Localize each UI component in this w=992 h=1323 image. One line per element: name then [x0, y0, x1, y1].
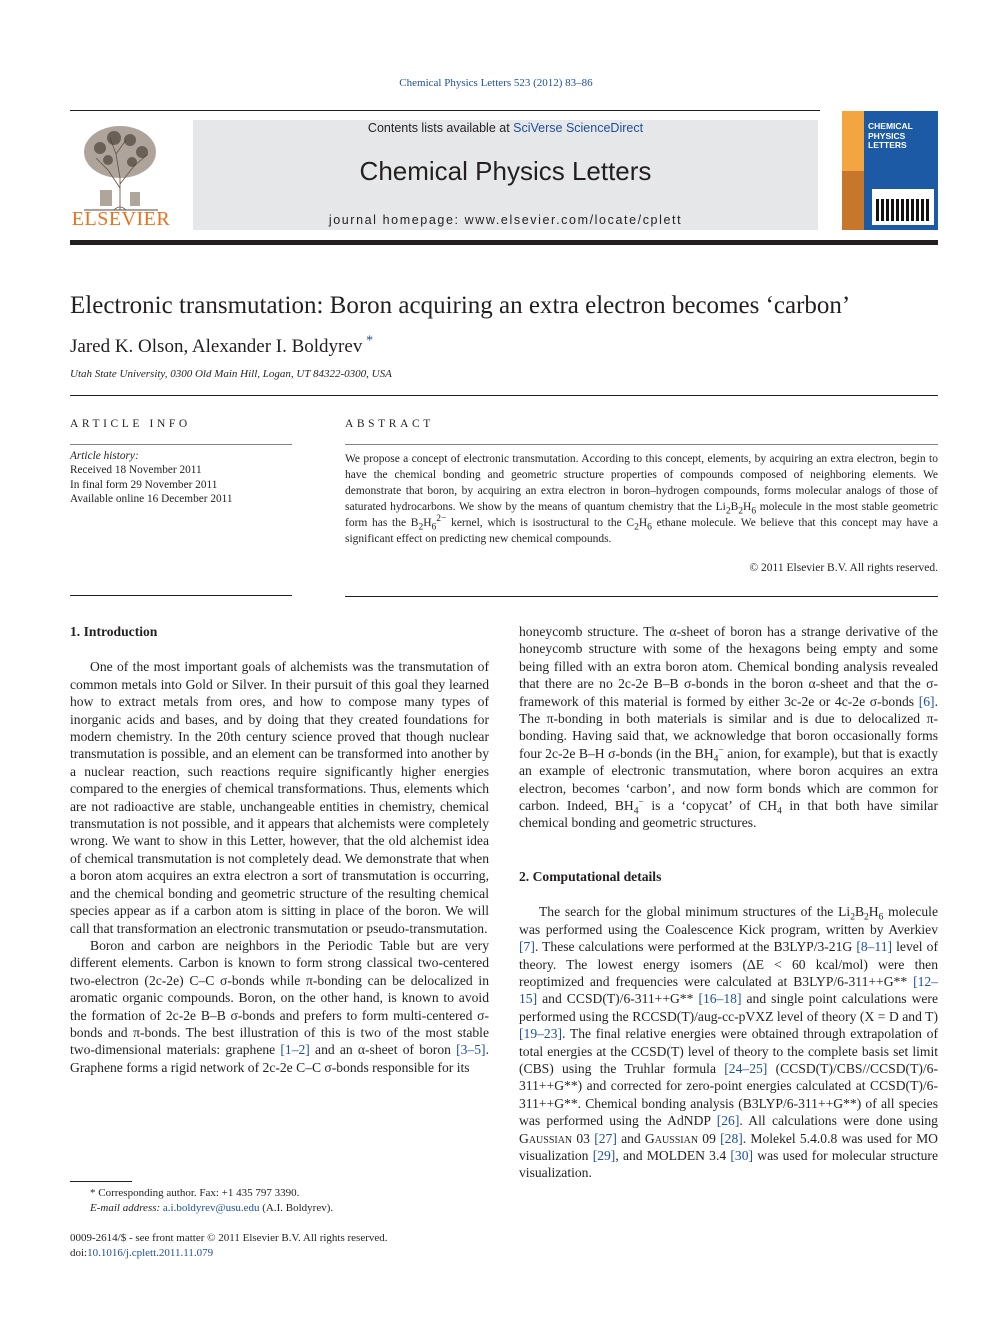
text-run: The search for the global minimum structures of the — [539, 904, 839, 920]
reference-link[interactable]: [27] — [594, 1130, 617, 1146]
cover-title: CHEMICAL PHYSICS LETTERS — [868, 121, 913, 150]
reference-link[interactable]: [8–11] — [856, 939, 893, 955]
section-heading-computational-details: 2. Computational details — [519, 868, 662, 884]
software-name: Gaussian — [644, 1130, 699, 1146]
text-run: and single point calculations were performed using the RCCSD(T)/aug-cc-pVXZ level of theory (X = D and T) — [519, 991, 938, 1024]
cover-strip-lower — [842, 171, 864, 230]
front-matter-footer — [70, 1231, 570, 1260]
article-title: Electronic transmutation: Boron acquiring an extra electron becomes ‘carbon’ — [70, 292, 851, 319]
text-run: in that both have similar chemical bonding and geometric structures. — [519, 798, 938, 831]
text-run: and an α-sheet of boron — [309, 1042, 457, 1058]
text-run: . The π-bonding in both materials is similar and is due to delocalized π-bonding. Having said that, we acknowledge that boron occasionally forms four 2c-2e B–H σ-bonds (in the — [519, 693, 938, 761]
contents-prefix: Contents lists available at — [367, 121, 514, 135]
text-run: was used for molecular structure visualization. — [519, 1147, 938, 1181]
section-heading-introduction: 1. Introduction — [70, 624, 158, 639]
reference-link[interactable]: [24–25] — [724, 1060, 768, 1076]
title-divider — [70, 395, 938, 396]
header-thick-rule — [70, 240, 938, 245]
text-run: 09 — [698, 1130, 721, 1146]
text-run: and — [616, 1130, 645, 1146]
text-run: is a ‘copycat’ of — [643, 798, 759, 814]
left-column — [70, 623, 489, 1076]
author-list — [70, 333, 770, 358]
article-info-heading: ARTICLE INFO — [70, 418, 191, 430]
right-column — [519, 623, 938, 1182]
reference-link[interactable]: [26] — [716, 1113, 740, 1129]
email-label: E-mail address: — [90, 1201, 163, 1214]
spacer — [519, 850, 938, 868]
footnote-rule — [70, 1181, 132, 1182]
abstract-heading: ABSTRACT — [345, 418, 434, 430]
corresponding-author-note — [70, 1186, 489, 1201]
affiliation: Utah State University, 0300 Old Main Hill, Logan, UT 84322-0300, USA — [70, 368, 392, 380]
reference-link[interactable]: [1–2] — [280, 1042, 310, 1058]
spacer — [519, 832, 938, 850]
abstract-part: We propose a concept of electronic transmutation. According to this concept, elements, by acquiring an extra electron, begin to have the chemical bonding and geometric structure properties of compounds composed of neighboring elements. We demonstrate that boron, by acquiring an extra electron in boron–hydrogen compounds, forms molecular analogs of those of saturated hydrocarbons. We show by the means of quantum chemistry that the — [345, 453, 938, 513]
abstract-part: kernel, which is isostructural to the — [446, 517, 627, 529]
text-run: , and MOLDEN 3.4 — [615, 1147, 731, 1163]
abstract-bottom-rule — [345, 596, 938, 597]
text-run: and CCSD(T)/6-311++G** — [537, 991, 699, 1007]
reference-link[interactable]: [6] — [918, 693, 935, 709]
text-run: molecule was performed using the Coalescence Kick program, written by Averkiev — [519, 904, 938, 937]
text-run: . All calculations were done using — [739, 1113, 938, 1129]
footnote-mark: * — [90, 1187, 96, 1199]
text-run: . Molekel 5.4.0.8 was used for MO visualization — [519, 1130, 938, 1163]
journal-homepage — [193, 213, 818, 227]
computational-paragraph: The search for the global minimum structures of the $Li_2B_2H_6$ molecule was performed using the Coalescence Kick program, written by Averkiev [7]. These calculations were performed at the B3LYP/3-21G [8–11] level of theory. The lowest energy isomers (ΔE < 60 kcal/mol) were then reoptimized and frequencies were calculated at B3LYP/6-311++G** [12–15] and CCSD(T)/6-311++G** [16–18] and single point calculations were performed using the RCCSD(T)/aug-cc-pVXZ level of theory (X = D and T) [19–23]. The final relative energies were obtained through extrapolation of total energies at the CCSD(T) level of theory to the complete basis set limit (CBS) using the Truhlar formula [24–25] (CCSD(T)/CBS//CCSD(T)/6-311++G**) and corrected for zero-point energies calculated at CCSD(T)/6-311++G**. Chemical bonding analysis (B3LYP/6-311++G**) of all species was performed using the AdNDP [26]. All calculations were done using Gaussian 03 [27] and Gaussian 09 [28]. Molekel 5.4.0.8 was used for MO visualization [29], and MOLDEN 3.4 [30] was used for molecular structure visualization. — [519, 904, 938, 1181]
sciencedirect-link[interactable]: SciVerse ScienceDirect — [513, 121, 644, 135]
received-date: Received 18 November 2011 — [70, 464, 202, 477]
spacer — [70, 640, 489, 658]
corresponding-author-mark[interactable]: * — [366, 333, 374, 349]
journal-cover-thumbnail[interactable] — [842, 111, 938, 230]
contents-line — [193, 121, 818, 135]
reference-link[interactable]: [29] — [592, 1147, 616, 1163]
footnote — [70, 1186, 489, 1215]
abstract-text: We propose a concept of electronic transmutation. According to this concept, elements, by acquiring an extra electron, begin to have the chemical bonding and geometric structure properties of compounds composed of neighboring elements. We demonstrate that boron, by acquiring an extra electron in boron–hydrogen compounds, forms molecular analogs of those of saturated hydrocarbons. We show by the means of quantum chemistry that the $Li_2B_2H_6$ molecule in the most stable geometric form has the $B_2H_6^{2-}$ kernel, which is isostructural to the $C_2H_6$ ethane molecule. We believe that this concept may have a significant effect on predicting new chemical compounds. — [345, 453, 939, 545]
footnote-text: Corresponding author. Fax: +1 435 797 3390. — [95, 1187, 300, 1199]
text-run: . Graphene forms a rigid network of 2c-2e C–C σ-bonds responsible for its — [70, 1042, 489, 1075]
text-run: 03 — [572, 1130, 595, 1146]
intro-paragraph-1: One of the most important goals of alchemists was the transmutation of common metals into Gold or Silver. In their pursuit of this goal they learned how to extract metals from ores, and how to compose many types of inorganic acids and bases, and by doing that they created foundations for modern chemistry. In the 20th century science proved that though nuclear transmutation is possible, and an element can be transformed into another by a nuclear reaction, such reactions require significantly higher energies compared to the energies of chemical transformations. Thus, elements which are not radioactive are stable, unchangeable entities in chemistry, chemical transmutation is not possible, and it appears that alchemists were completely wrong. We want to show in this Letter, however, that the old alchemist idea of chemical transmutation is not completely dead. We demonstrate that when a boron atom acquires an extra electron a sort of transmutation is occurring, and the chemical bonding and geometric structure of the resulting chemical species appear as if a carbon atom is sitting in place of the boron. We will call that transformation an electronic transmutation or pseudo-transmutation. — [70, 659, 489, 936]
authors: Jared K. Olson, Alexander I. Boldyrev — [70, 336, 363, 357]
abstract-rule — [345, 444, 938, 445]
article-history — [70, 449, 300, 506]
history-label: Article history: — [70, 450, 139, 462]
journal-citation[interactable]: Chemical Physics Letters 523 (2012) 83–86 — [399, 77, 593, 89]
email-note — [70, 1201, 489, 1216]
text-run: . These calculations were performed at the B3LYP/3-21G — [534, 939, 857, 955]
text-run: anion, for example), but that is exactly an example of electronic transmutation, where boron acquires an extra electron, becomes ‘carbon’, and now form bonds which are common for carbon. Indeed, — [519, 745, 938, 814]
email-suffix: (A.I. Boldyrev). — [259, 1201, 334, 1214]
article-info-bottom-rule — [70, 595, 292, 596]
cover-barcode-graphic — [876, 199, 930, 221]
doi-link[interactable]: 10.1016/j.cplett.2011.11.079 — [87, 1246, 214, 1259]
reference-link[interactable]: [7] — [519, 939, 535, 955]
homepage-prefix: journal homepage: — [328, 213, 465, 227]
issn-line: 0009-2614/$ - see front matter © 2011 Elsevier B.V. All rights reserved. — [70, 1232, 388, 1244]
intro-paragraph-3: honeycomb structure. The α-sheet of boron has a strange derivative of the honeycomb structure with some of the hexagons being empty and some being filled with an extra boron atom. Chemical bonding analysis revealed that there are no 2c-2e B–B σ-bonds in the boron α-sheet and that the σ-framework of this material is formed by either 3c-2e or 4c-2e σ-bonds [6]. The π-bonding in both materials is similar and is due to delocalized π-bonding. Having said that, we acknowledge that boron occasionally forms four 2c-2e B–H σ-bonds (in the $BH_4^-$ anion, for example), but that is exactly an example of electronic transmutation, where boron acquires an extra electron, becomes ‘carbon’, and now form bonds which are common for carbon. Indeed, $BH_4^-$ is a ‘copycat’ of $CH_4$ in that both have similar chemical bonding and geometric structures. — [519, 624, 938, 831]
text-run: . The final relative energies were obtained through extrapolation of total energies at the CCSD(T) level of theory to the complete basis set limit (CBS) using the Truhlar formula — [519, 1026, 938, 1076]
homepage-url[interactable]: www.elsevier.com/locate/cplett — [464, 213, 683, 227]
text-run: (CCSD(T)/CBS//CCSD(T)/6-311++G**) and corrected for zero-point energies calculated at CCSD(T)/6-311++G**. Chemical bonding analysis (B3LYP/6-311++G**) of all species was performed using the AdNDP — [519, 1060, 938, 1129]
reference-link[interactable]: [30] — [730, 1147, 754, 1163]
revised-date: In final form 29 November 2011 — [70, 478, 218, 491]
header-rule — [70, 110, 820, 111]
email-link[interactable]: a.i.boldyrev@usu.edu — [162, 1201, 260, 1214]
reference-link[interactable]: [19–23] — [519, 1026, 563, 1042]
doi-prefix: doi: — [70, 1246, 88, 1259]
software-name: Gaussian — [519, 1130, 573, 1146]
abstract-part: molecule in the most stable geometric form has the — [345, 501, 938, 529]
reference-link[interactable]: [3–5] — [456, 1042, 486, 1058]
online-date: Available online 16 December 2011 — [70, 492, 233, 505]
spacer — [519, 885, 938, 903]
doi-line — [70, 1246, 570, 1261]
text-run: honeycomb structure. The α-sheet of boron has a strange derivative of the honeycomb structure with some of the hexagons being empty and some being filled with an extra boron atom. Chemical bonding analysis revealed that there are no 2c-2e B–B σ-bonds in the boron α-sheet and that the σ-framework of this material is formed by either 3c-2e or 4c-2e σ-bonds — [519, 624, 938, 709]
article-info-rule — [70, 444, 292, 445]
abstract-copyright: © 2011 Elsevier B.V. All rights reserved. — [749, 562, 938, 574]
intro-paragraph-2 — [70, 937, 489, 1076]
elsevier-wordmark: ELSEVIER — [71, 208, 171, 230]
text-run: Boron and carbon are neighbors in the Periodic Table but are very different elements. Carbon is known to form strong classical two-centered two-electron (2c-2e) C–C σ-bonds while π-bonding can be delocalized in aromatic organic compounds. Boron, on the other hand, is known to avoid the formation of 2c-2e B–B σ-bonds and prefers to form multi-centered σ-bonds and π-bonds. The best illustration of this is two of the most stable two-dimensional materials: graphene — [70, 937, 489, 1058]
reference-link[interactable]: [12–15] — [519, 973, 938, 1007]
text-run: level of theory. The lowest energy isomers (ΔE < 60 kcal/mol) were then reoptimized and frequencies were calculated at B3LYP/6-311++G** — [519, 939, 938, 989]
reference-link[interactable]: [16–18] — [698, 991, 742, 1007]
journal-name: Chemical Physics Letters — [359, 156, 652, 186]
reference-link[interactable]: [28] — [720, 1130, 743, 1146]
abstract-part: ethane molecule. We believe that this concept may have a significant effect on predicting new chemical compounds. — [345, 517, 939, 545]
